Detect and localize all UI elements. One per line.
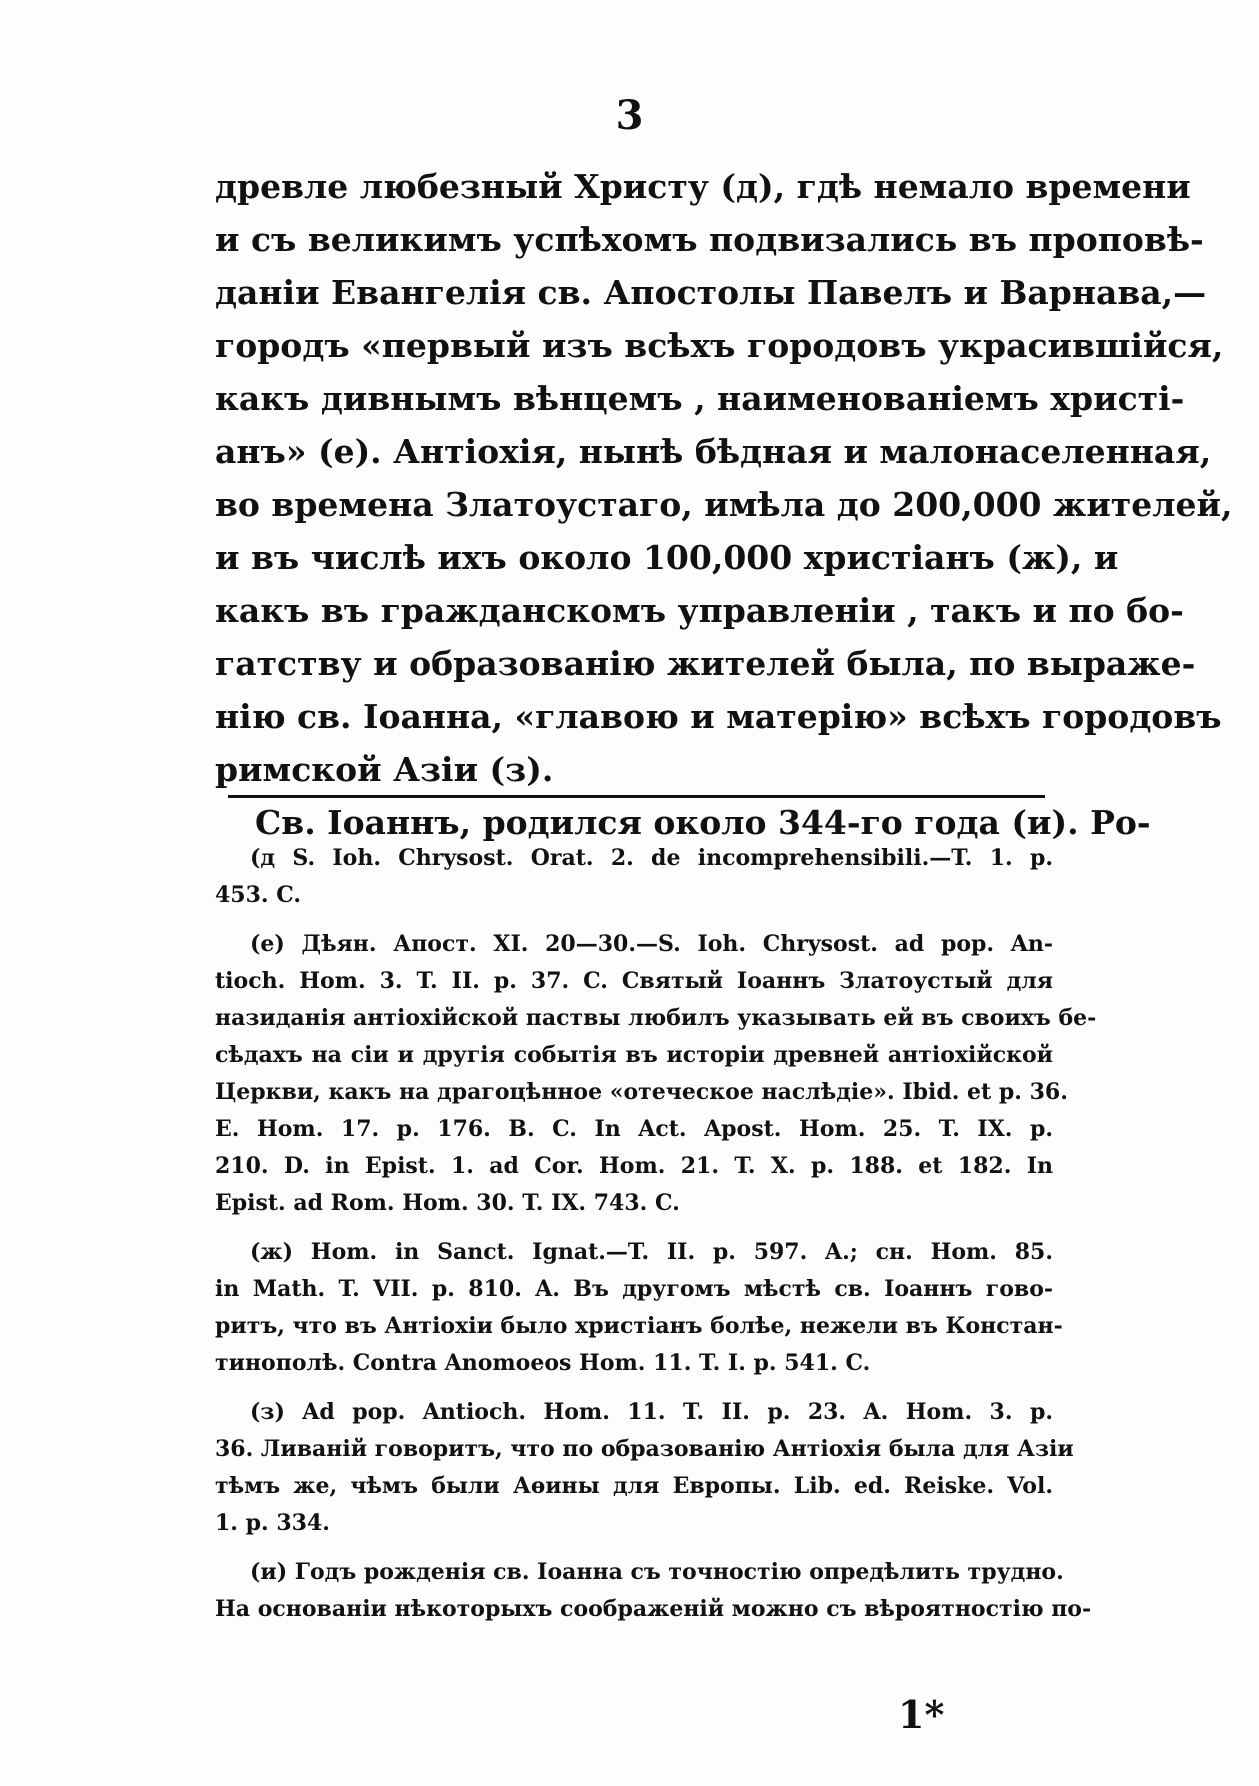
- footnote-line: назиданія антіохійской паствы любилъ указывать ей въ своихъ бе-: [215, 1005, 1097, 1031]
- footnote-line: tioch. Hom. 3. T. II. p. 37. C. Святый Іоаннъ Златоустый для: [215, 968, 1053, 994]
- main-text-line: и съ великимъ успѣхомъ подвизались въ проповѣ-: [215, 220, 1204, 259]
- footnote-line: (ж) Hom. in Sanct. Ignat.—T. II. p. 597. A.; сн. Hom. 85.: [250, 1239, 1053, 1265]
- footnote-line: Epist. ad Rom. Hom. 30. T. IX. 743. C.: [215, 1190, 680, 1216]
- footnote-line: 36. Ливаній говоритъ, что по образованію Антіохія была для Азіи: [215, 1436, 1074, 1462]
- main-text-line: городъ «первый изъ всѣхъ городовъ украсившійся,: [215, 326, 1224, 365]
- page-number: 3: [615, 92, 644, 139]
- footnote-line: (е) Дѣян. Апост. XI. 20—30.—S. Ioh. Chrysost. ad pop. An-: [250, 931, 1053, 957]
- footnote-line: тинополѣ. Contra Anomoeos Hom. 11. T. I. p. 541. C.: [215, 1350, 871, 1376]
- footnote-line: 453. C.: [215, 882, 302, 908]
- main-text-line: какъ дивнымъ вѣнцемъ , наименованіемъ христі-: [215, 379, 1185, 418]
- main-text-line: даніи Евангелія св. Апостолы Павелъ и Варнава,—: [215, 273, 1207, 312]
- footnote-separator-rule: [228, 795, 1045, 798]
- footnote-line: На основаніи нѣкоторыхъ соображеній можно съ вѣроятностію по-: [215, 1596, 1092, 1622]
- footnote-line: сѣдахъ на сіи и другія событія въ исторіи древней антіохійской: [215, 1042, 1053, 1068]
- main-text-line: древле любезный Христу (д), гдѣ немало времени: [215, 167, 1191, 206]
- main-text-line: какъ въ гражданскомъ управленіи , такъ и по бо-: [215, 591, 1184, 630]
- footnote-line: (з) Ad pop. Antioch. Hom. 11. T. II. p. 23. A. Hom. 3. p.: [250, 1399, 1053, 1425]
- footnote-line: ритъ, что въ Антіохіи было христіанъ болѣе, нежели въ Констан-: [215, 1313, 1063, 1339]
- main-text-line: римской Азіи (з).: [215, 750, 554, 789]
- signature-mark: 1*: [898, 1692, 945, 1737]
- footnote-line: 210. D. in Epist. 1. ad Cor. Hom. 21. T. X. p. 188. et 182. In: [215, 1153, 1053, 1179]
- main-text-line: и въ числѣ ихъ около 100,000 христіанъ (ж), и: [215, 538, 1119, 577]
- footnote-line: (и) Годъ рожденія св. Іоанна съ точностію опредѣлить трудно.: [250, 1559, 1064, 1585]
- main-text-block: [215, 160, 1233, 849]
- footnotes-block: [215, 840, 1097, 1628]
- footnote-line: Церкви, какъ на драгоцѣнное «отеческое наслѣдіе». Ibid. et p. 36.: [215, 1079, 1068, 1105]
- main-text-line: Св. Іоаннъ, родился около 344-го года (и). Ро-: [255, 803, 1151, 842]
- footnote-line: E. Hom. 17. p. 176. B. C. In Act. Apost. Hom. 25. T. IX. p.: [215, 1116, 1053, 1142]
- footnote-line: in Math. T. VII. p. 810. A. Въ другомъ мѣстѣ св. Іоаннъ гово-: [215, 1276, 1053, 1302]
- footnote-line: (д S. Ioh. Chrysost. Orat. 2. de incomprehensibili.—T. 1. p.: [250, 845, 1053, 871]
- main-text-line: гатству и образованію жителей была, по выраже-: [215, 644, 1196, 683]
- footnote-line: тѣмъ же, чѣмъ были Аѳины для Европы. Lib. ed. Reiske. Vol.: [215, 1473, 1053, 1499]
- main-text-line: во времена Златоустаго, имѣла до 200,000 жителей,: [215, 485, 1233, 524]
- main-text-line: анъ» (е). Антіохія, нынѣ бѣдная и малонаселенная,: [215, 432, 1212, 471]
- footnote-line: 1. p. 334.: [215, 1510, 330, 1536]
- main-text-line: нію св. Іоанна, «главою и матерію» всѣхъ городовъ: [215, 697, 1222, 736]
